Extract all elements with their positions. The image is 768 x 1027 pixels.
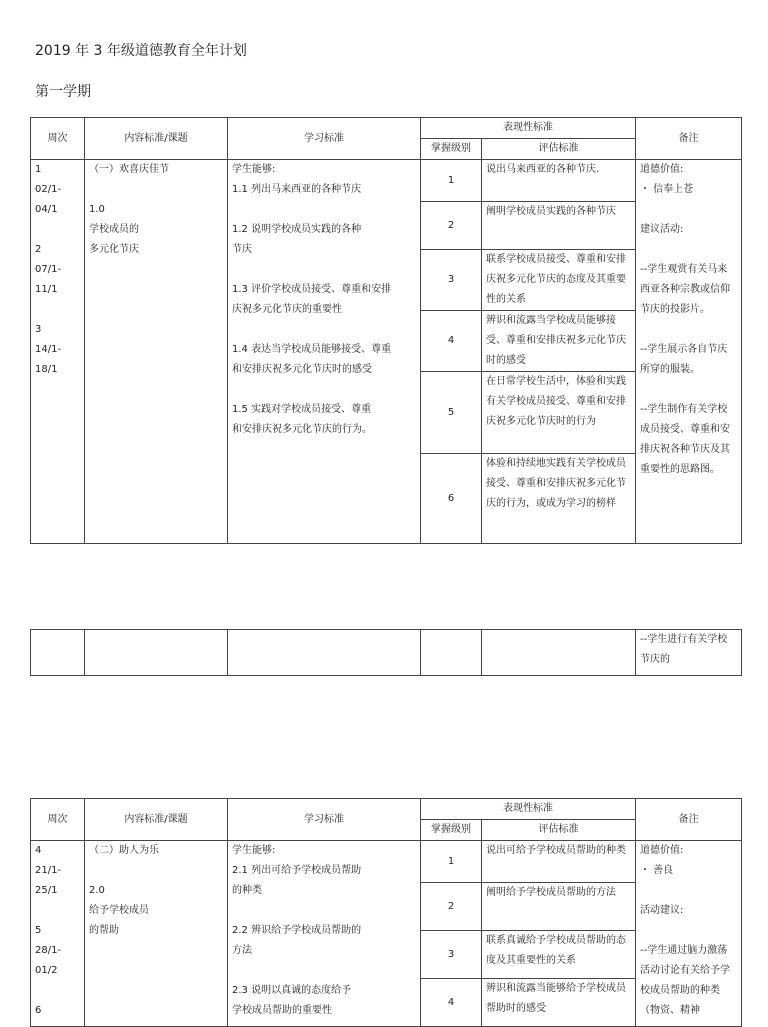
week-cell: 1 02/1- 04/1 2 07/1- 11/1 3 14/1- 18/1 [31,160,85,544]
criteria-cell: 说出马来西亚的各种节庆. [482,160,636,202]
plan-table-1 [30,117,742,544]
criteria-cell: 联系真诚给予学校成员帮助的态度及其重要性的关系 [482,931,636,979]
level-cell: 5 [421,372,482,454]
level-cell: 2 [421,883,482,931]
plan-table-continuation [30,629,742,676]
header-mastery: 掌握级别 [421,820,482,841]
header-mastery: 掌握级别 [421,139,482,160]
week-cell [31,630,85,676]
content-cell: （二）助人为乐 2.0 给予学校成员 的帮助 [85,841,228,1027]
criteria-cell: 辨识和流露当能够给予学校成员帮助时的感受 [482,979,636,1027]
level-cell: 1 [421,841,482,883]
content-cell [85,630,228,676]
criteria-cell: 阐明学校成员实践的各种节庆 [482,202,636,250]
learning-cell: 学生能够: 2.1 列出可给予学校成员帮助 的种类 2.2 辨识给予学校成员帮助的 方法 2.3 说明以真诚的态度给予 学校成员帮助的重要性 [228,841,421,1027]
level-cell: 4 [421,311,482,372]
header-learning: 学习标准 [228,118,421,160]
plan-table-2 [30,798,742,1027]
level-cell: 4 [421,979,482,1027]
header-content: 内容标准/课题 [85,799,228,841]
header-learning: 学习标准 [228,799,421,841]
header-week: 周次 [31,118,85,160]
criteria-cell: 辨识和流露当学校成员能够接受、尊重和安排庆祝多元化节庆时的感受 [482,311,636,372]
criteria-cell: 阐明给予学校成员帮助的方法 [482,883,636,931]
header-performance: 表现性标准 [421,799,636,820]
header-remarks: 备注 [636,799,742,841]
learning-cell: 学生能够: 1.1 列出马来西亚的各种节庆 1.2 说明学校成员实践的各种 节庆 1.3 评价学校成员接受、尊重和安排 庆祝多元化节庆的重要性 1.4 表达当学校成员能够接受、尊重 和安排庆祝多元化节庆时的感受 1.5 实践对学校成员接受、尊重 和安排庆祝多元化节庆的行为。 [228,160,421,544]
level-cell: 1 [421,160,482,202]
document-title: 2019 年 3 年级道德教育全年计划 [35,43,247,59]
criteria-cell: 在日常学校生活中，体验和实践有关学校成员接受、尊重和安排庆祝多元化节庆时的行为 [482,372,636,454]
remarks-cell: 道德价值: ・ 善良 活动建议: --学生通过脑力激荡活动讨论有关给予学校成员帮助的种类（物资、精神 [636,841,742,1027]
header-evaluation: 评估标准 [482,820,636,841]
header-content: 内容标准/课题 [85,118,228,160]
learning-cell [228,630,421,676]
level-cell: 3 [421,931,482,979]
level-cell [421,630,482,676]
remarks-cell: --学生进行有关学校节庆的 [636,630,742,676]
criteria-cell: 体验和持续地实践有关学校成员接受、尊重和安排庆祝多元化节庆的行为，或成为学习的榜样 [482,454,636,544]
header-week: 周次 [31,799,85,841]
criteria-cell: 说出可给予学校成员帮助的种类 [482,841,636,883]
criteria-cell: 联系学校成员接受、尊重和安排庆祝多元化节庆的态度及其重要性的关系 [482,250,636,311]
criteria-cell [482,630,636,676]
header-performance: 表现性标准 [421,118,636,139]
level-cell: 6 [421,454,482,544]
level-cell: 2 [421,202,482,250]
week-cell: 4 21/1- 25/1 5 28/1- 01/2 6 [31,841,85,1027]
level-cell: 3 [421,250,482,311]
semester-heading: 第一学期 [35,84,91,100]
header-evaluation: 评估标准 [482,139,636,160]
remarks-cell: 道德价值: ・ 信奉上苍 建议活动: --学生观赏有关马来西亚各种宗教或信仰节庆的投影片。 --学生展示各自节庆所穿的服装。 --学生制作有关学校成员接受、尊重和安排庆祝各种节庆及其重要性的思路图。 [636,160,742,544]
content-cell: （一）欢喜庆佳节 1.0 学校成员的 多元化节庆 [85,160,228,544]
header-remarks: 备注 [636,118,742,160]
